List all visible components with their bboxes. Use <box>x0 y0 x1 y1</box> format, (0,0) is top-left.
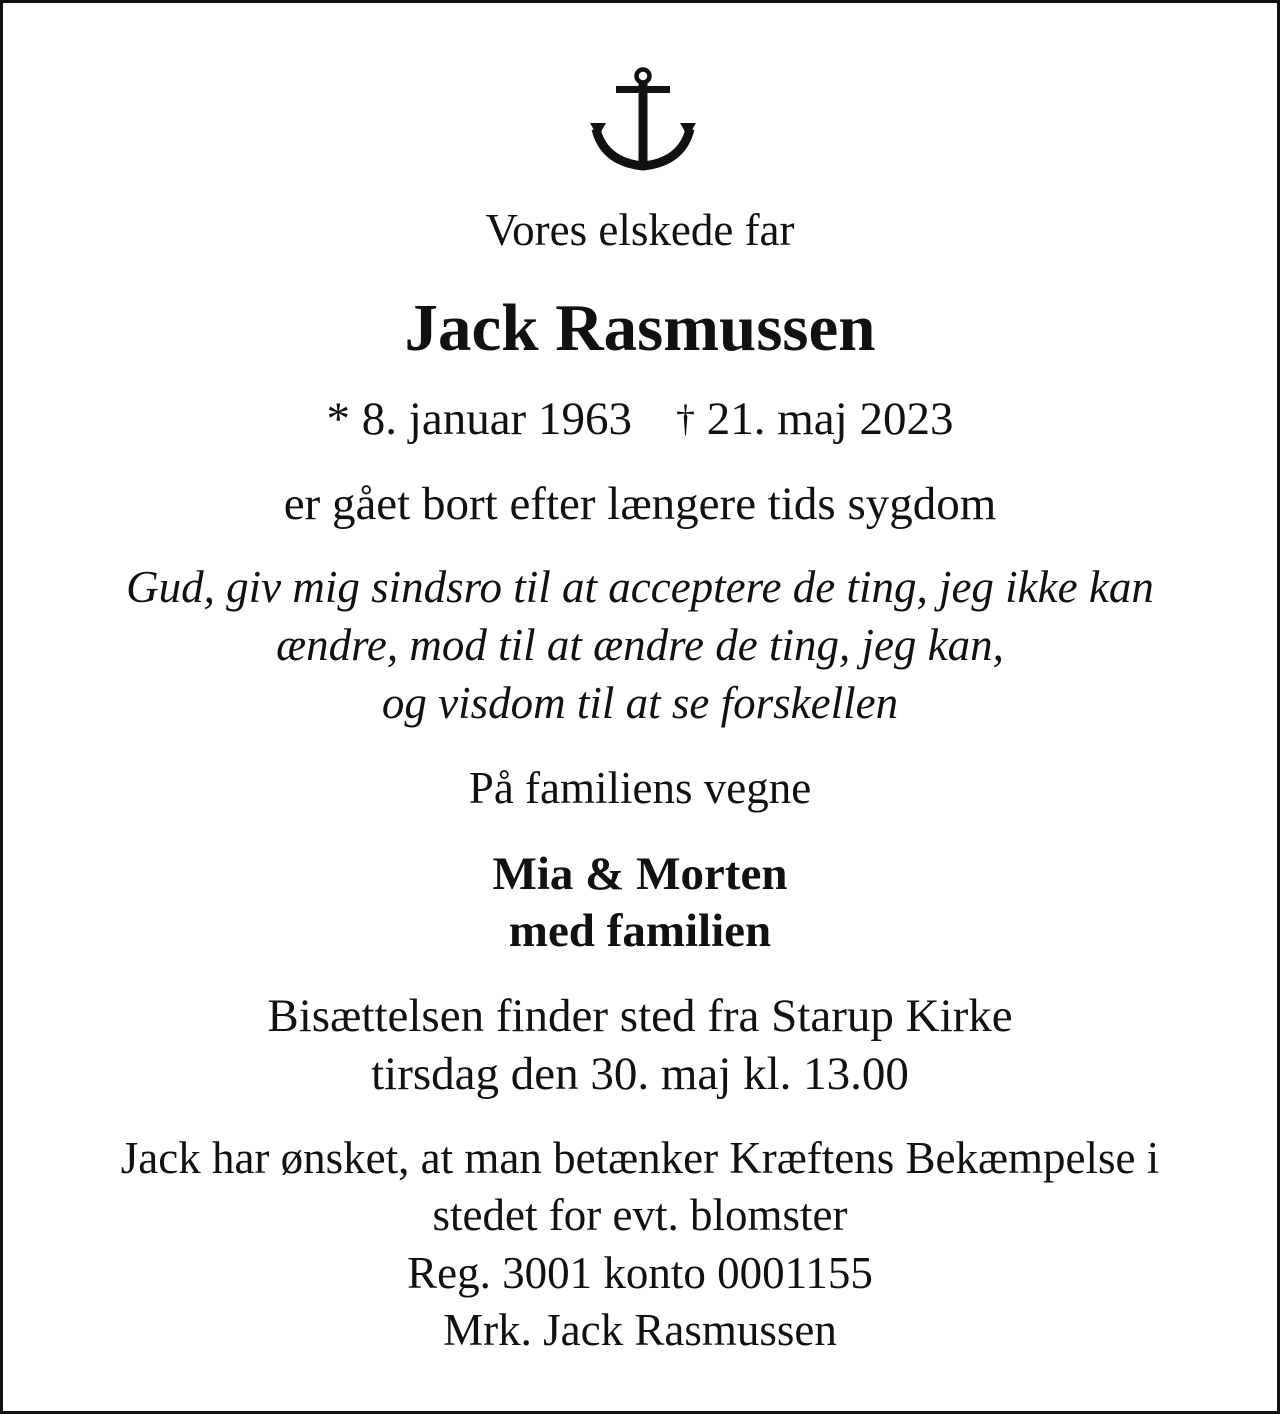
reference-line: Mrk. Jack Rasmussen <box>443 1305 837 1355</box>
anchor-icon <box>590 65 696 173</box>
behalf-text: På familiens vegne <box>468 763 812 813</box>
dates-line <box>3 393 1277 445</box>
signatory-line: med familien <box>508 905 772 957</box>
quote-line: og visdom til at se forskellen <box>381 678 899 728</box>
birth-date: 8. januar 1963 <box>361 393 632 445</box>
intro-text: Vores elskede far <box>485 205 795 255</box>
born-symbol: * <box>326 393 351 445</box>
cause-text: er gået bort efter længere tids sygdom <box>283 478 997 530</box>
quote-line: ændre, mod til at ændre de ting, jeg kan, <box>276 620 1004 670</box>
bank-account-line: Reg. 3001 konto 0001155 <box>407 1248 873 1298</box>
wish-line: Jack har ønsket, at man betænker Kræftens Bekæmpelse i <box>120 1133 1160 1183</box>
quote-line: Gud, giv mig sindsro til at acceptere de ting, jeg ikke kan <box>126 562 1154 612</box>
funeral-line: tirsdag den 30. maj kl. 13.00 <box>371 1048 909 1100</box>
death-date: 21. maj 2023 <box>706 393 954 445</box>
signatory-line: Mia & Morten <box>492 848 788 900</box>
deceased-name: Jack Rasmussen <box>404 291 876 365</box>
funeral-line: Bisættelsen finder sted fra Starup Kirke <box>267 990 1013 1042</box>
dagger-icon: † <box>675 398 695 440</box>
wish-line: stedet for evt. blomster <box>432 1190 848 1240</box>
